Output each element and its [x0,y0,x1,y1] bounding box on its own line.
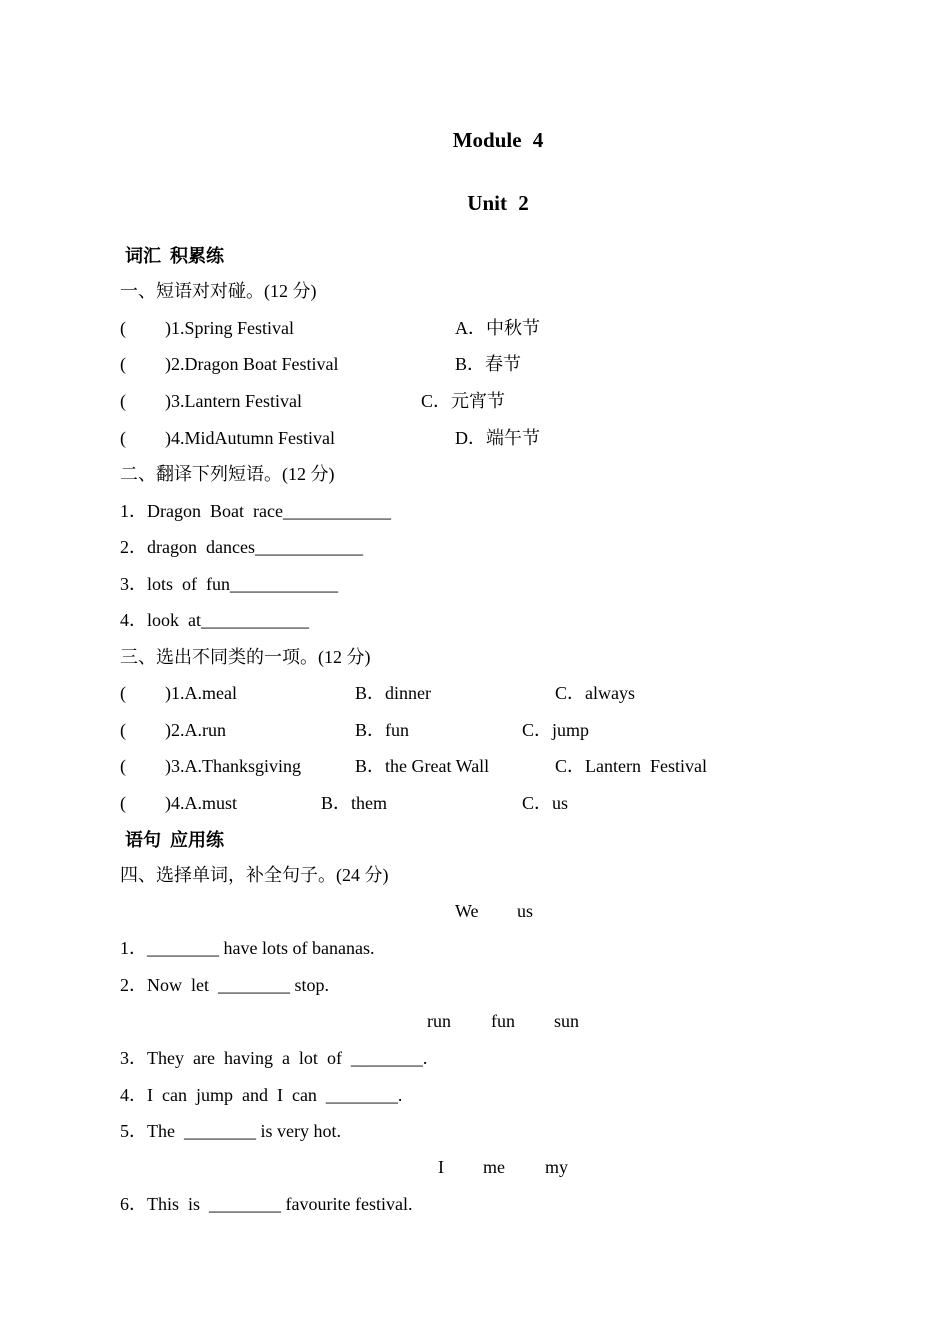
word-bank-word: I [438,1157,444,1177]
choice-a: )1.A.meal [165,683,237,703]
choice-a: )3.A.Thanksgiving [165,756,301,776]
match-option: C．元宵节 [421,391,506,411]
choice-b: B．dinner [355,683,431,703]
open-paren: ( [120,391,126,411]
translate-item: 2．dragon dances____________ [120,537,363,557]
open-paren: ( [120,683,126,703]
translate-item: 3．lots of fun____________ [120,574,338,594]
match-item: )4.MidAutumn Festival [165,428,335,448]
choice-a: )2.A.run [165,720,226,740]
choice-b: B．the Great Wall [355,756,490,776]
translate-item: 4．look at____________ [120,610,309,630]
sentence-item: 3．They are having a lot of ________. [120,1048,428,1068]
unit-title: Unit 2 [467,191,529,215]
section1-heading: 一、短语对对碰。(12 分) [120,281,317,301]
match-item: )2.Dragon Boat Festival [165,354,339,374]
module-title: Module 4 [452,128,544,152]
choice-c: C．always [555,683,635,703]
word-bank-word: fun [491,1011,515,1031]
open-paren: ( [120,428,126,448]
open-paren: ( [120,720,126,740]
section3-heading: 三、选出不同类的一项。(12 分) [120,647,371,667]
word-bank-word: my [545,1157,569,1177]
choice-c: C．us [522,793,569,813]
translate-item: 1．Dragon Boat race____________ [120,501,391,521]
open-paren: ( [120,354,126,374]
choice-c: C．jump [522,720,590,740]
part-vocab-label: 词汇 积累练 [125,246,224,266]
choice-b: B．fun [355,720,409,740]
match-option: D．端午节 [455,428,540,448]
match-option: B．春节 [455,354,522,374]
sentence-item: 6．This is ________ favourite festival. [120,1194,413,1214]
match-item: )3.Lantern Festival [165,391,302,411]
word-bank-word: We [455,901,479,921]
match-item: )1.Spring Festival [165,318,294,338]
open-paren: ( [120,793,126,813]
open-paren: ( [120,756,126,776]
word-bank-word: sun [554,1011,580,1031]
word-bank-word: run [427,1011,451,1031]
sentence-item: 4．I can jump and I can ________. [120,1085,403,1105]
open-paren: ( [120,318,126,338]
word-bank-word: us [517,901,534,921]
choice-a: )4.A.must [165,793,237,813]
choice-b: B．them [321,793,387,813]
sentence-item: 2．Now let ________ stop. [120,975,329,995]
word-bank-word: me [483,1157,505,1177]
section2-heading: 二、翻译下列短语。(12 分) [120,464,335,484]
part-sentence-label: 语句 应用练 [125,830,224,850]
choice-c: C．Lantern Festival [555,756,707,776]
sentence-item: 5．The ________ is very hot. [120,1121,341,1141]
section4-heading: 四、选择单词，补全句子。(24 分) [120,865,389,885]
match-option: A．中秋节 [455,318,540,338]
sentence-item: 1．________ have lots of bananas. [120,938,375,958]
